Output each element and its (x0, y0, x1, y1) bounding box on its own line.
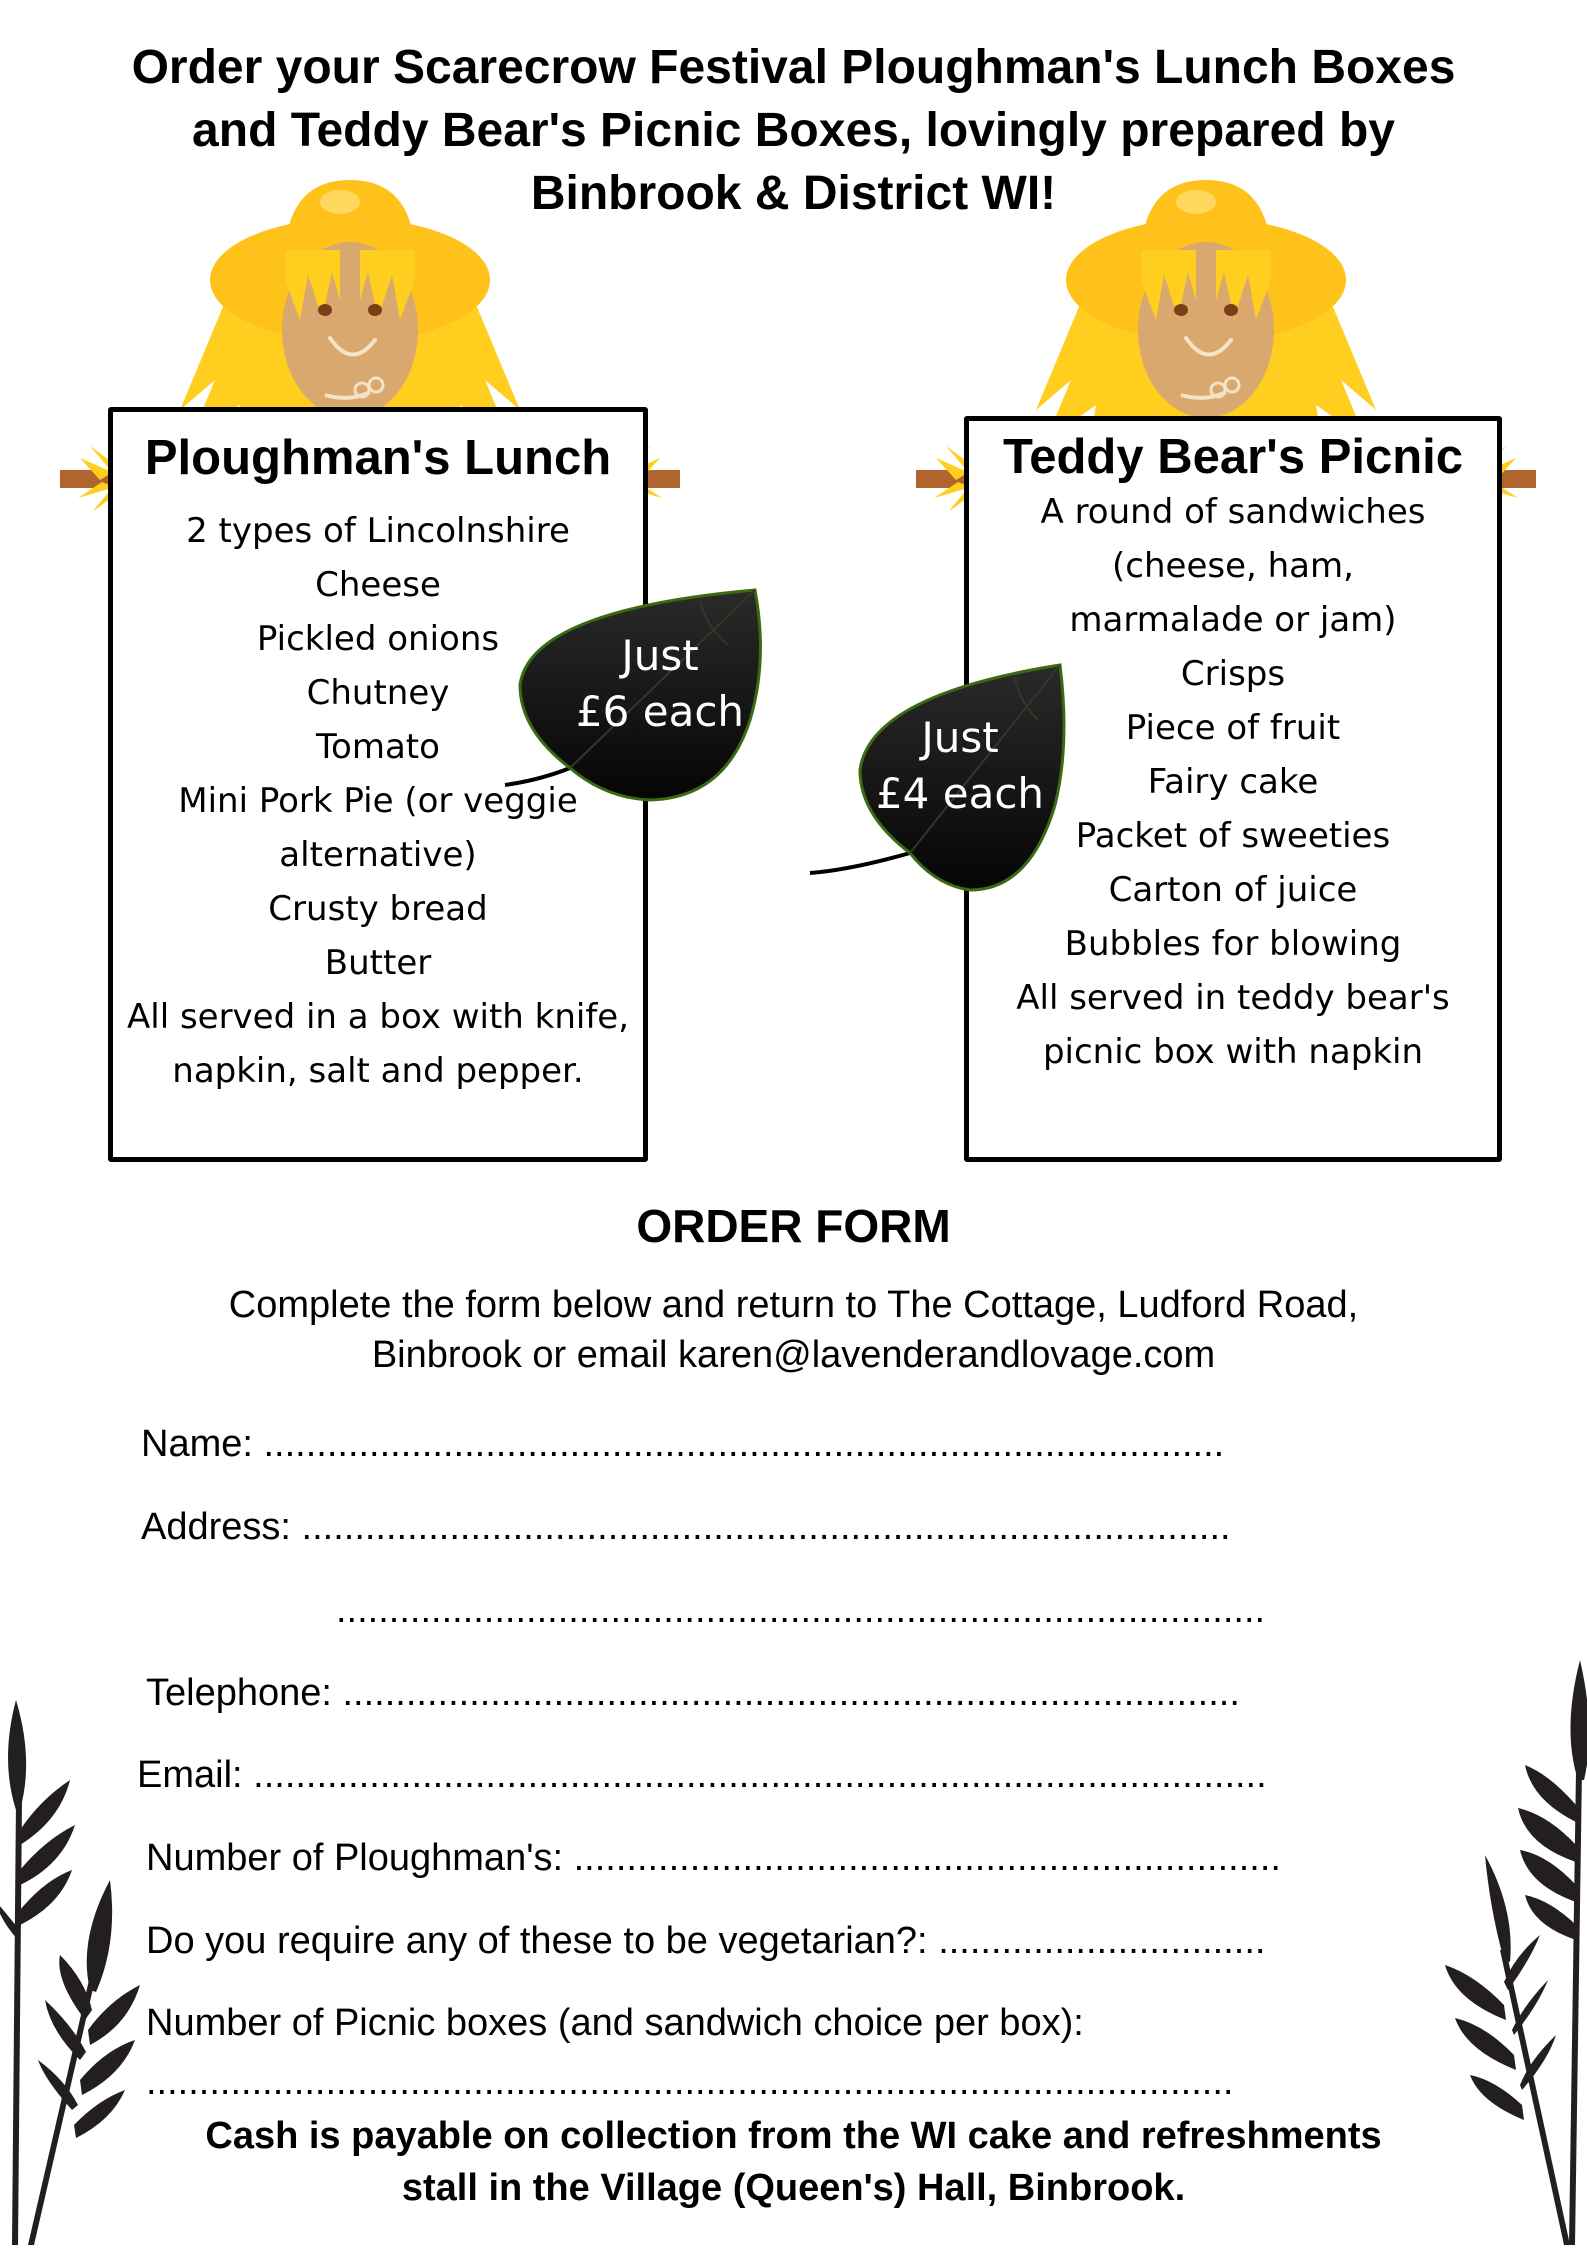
headline-line: Binbrook & District WI! (530, 167, 1057, 220)
menu-item: Crisps (1180, 654, 1286, 694)
ploughmans-title: Ploughman's Lunch (144, 431, 612, 485)
ploughmans-quantity-field[interactable] (146, 1834, 1281, 1882)
fill-in-line[interactable]: ................................................................................................ (253, 1754, 1267, 1796)
fill-in-line[interactable]: ............................... (938, 1920, 1266, 1962)
intro-line: Complete the form below and return to The Cottage, Ludford Road, (228, 1284, 1359, 1326)
menu-item: Butter (324, 943, 432, 983)
vegetarian-field[interactable] (146, 1917, 1265, 1965)
scarecrow-eye (368, 304, 382, 316)
menu-item: napkin, salt and pepper. (172, 1051, 584, 1091)
payment-note-line: stall in the Village (Queen's) Hall, Binbrook. (401, 2167, 1186, 2209)
badge-price: £4 each (875, 769, 1045, 818)
field-label: Email: (137, 1754, 243, 1796)
field-label: Telephone: (146, 1672, 332, 1714)
badge-line: Just (921, 713, 999, 762)
scarecrow-eye (318, 304, 332, 316)
name-field[interactable] (141, 1420, 1224, 1468)
badge-line: Just (621, 631, 699, 680)
fill-in-line[interactable]: ................................................................... (573, 1837, 1281, 1879)
fill-in-line[interactable]: ..................................................................................... (342, 1672, 1240, 1714)
telephone-field[interactable] (146, 1669, 1240, 1717)
menu-item: All served in a box with knife, (126, 997, 630, 1037)
order-form-title: ORDER FORM (636, 1200, 951, 1252)
address-field-line-2[interactable] (336, 1586, 1265, 1634)
wheat-icon (1430, 1650, 1587, 2245)
wheat-decoration-right (1430, 1650, 1587, 2250)
menu-item: alternative) (279, 835, 477, 875)
menu-item: marmalade or jam) (1069, 600, 1397, 640)
menu-item: (cheese, ham, (1112, 546, 1354, 586)
menu-item: Chutney (306, 673, 450, 713)
field-label: Number of Ploughman's: (146, 1837, 564, 1879)
fill-in-line[interactable]: ........................................................................................... (263, 1423, 1225, 1465)
payment-note-line: Cash is payable on collection from the WI cake and refreshments (205, 2115, 1382, 2157)
fill-in-line[interactable]: ....................................................................................................... (146, 2061, 1234, 2103)
menu-item: Cheese (315, 565, 441, 605)
address-field[interactable] (141, 1503, 1231, 1551)
hat-crown (285, 180, 415, 250)
wheat-icon (0, 1680, 160, 2245)
intro-line: Binbrook or email karen@lavenderandlovage.com (371, 1334, 1216, 1376)
menu-item: Piece of fruit (1125, 708, 1341, 748)
menu-item: Tomato (316, 727, 440, 767)
menu-item: picnic box with napkin (1042, 1032, 1424, 1072)
scarecrow-eye (1224, 304, 1238, 316)
picnic-quantity-line[interactable] (146, 2058, 1233, 2106)
order-form-intro (0, 1280, 1587, 1380)
picnic-quantity-field[interactable] (146, 1999, 1084, 2047)
email-field[interactable] (137, 1751, 1267, 1799)
badge-price: £6 each (575, 687, 745, 736)
payment-note (0, 2110, 1587, 2214)
scarecrow-eye (1174, 304, 1188, 316)
field-label: Do you require any of these to be vegetarian?: (146, 1920, 928, 1962)
field-label: Name: (141, 1423, 253, 1465)
menu-item: Fairy cake (1147, 762, 1319, 802)
menu-item: 2 types of Lincolnshire (186, 511, 570, 551)
field-label: Address: (141, 1506, 291, 1548)
hat-crown (1141, 180, 1271, 250)
menu-item: Pickled onions (256, 619, 500, 659)
menu-item: Bubbles for blowing (1064, 924, 1402, 964)
picnic-title: Teddy Bear's Picnic (1002, 430, 1464, 484)
headline-line: Order your Scarecrow Festival Ploughman's Lunch Boxes (131, 41, 1456, 94)
menu-item: Carton of juice (1108, 870, 1358, 910)
fill-in-line[interactable]: ........................................................................................ (336, 1589, 1266, 1631)
menu-item: A round of sandwiches (1040, 492, 1426, 532)
price-badge-ploughmans (500, 570, 770, 820)
menu-item: All served in teddy bear's (1016, 978, 1450, 1018)
menu-item: Mini Pork Pie (or veggie (178, 781, 578, 821)
menu-item: Packet of sweeties (1075, 816, 1391, 856)
fill-in-line[interactable]: ........................................................................................ (301, 1506, 1231, 1548)
field-label: Number of Picnic boxes (and sandwich choice per box): (146, 2002, 1084, 2044)
wheat-decoration-left (0, 1680, 160, 2250)
price-badge-picnic (800, 655, 1070, 905)
headline-line: and Teddy Bear's Picnic Boxes, lovingly prepared by (192, 104, 1395, 157)
menu-item: Crusty bread (268, 889, 488, 929)
